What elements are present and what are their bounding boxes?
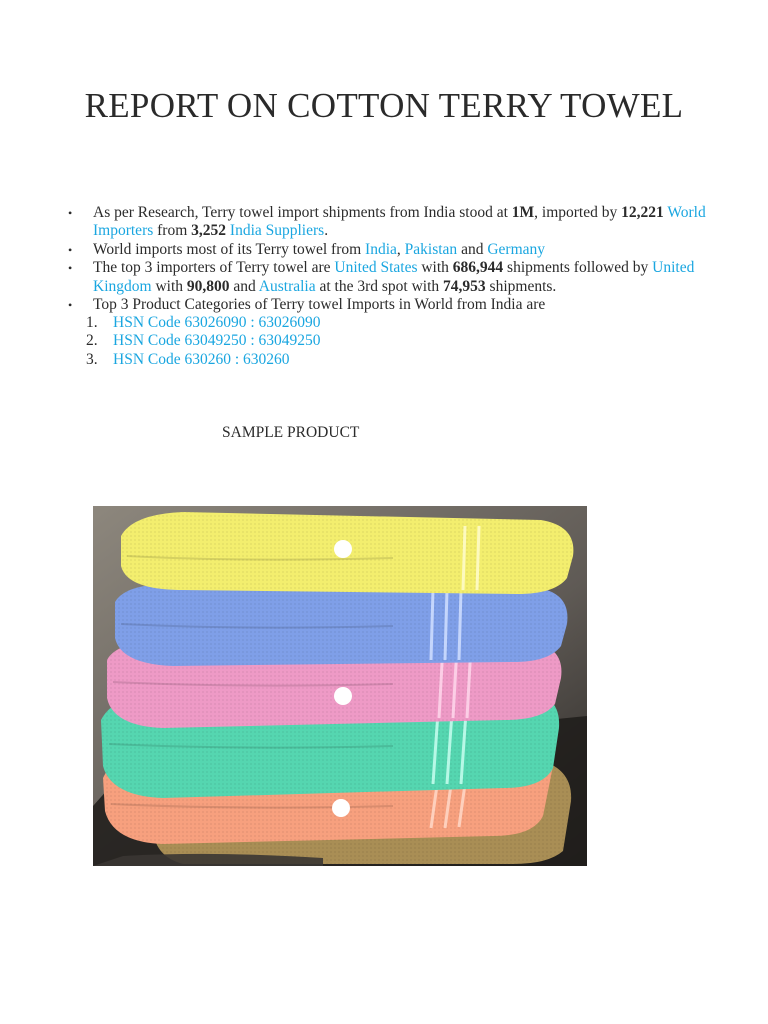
text: from — [153, 222, 192, 240]
text: at the 3rd spot with — [315, 277, 444, 295]
bold-value: 686,944 — [452, 259, 504, 277]
marker-dot — [334, 540, 352, 558]
sample-product-label: SAMPLE PRODUCT — [222, 424, 360, 441]
towel-stack-illustration — [93, 506, 587, 866]
list-number: 3. — [86, 350, 98, 368]
link-pakistan[interactable]: Pakistan — [404, 240, 458, 258]
text: and — [229, 277, 259, 295]
bullet-import-summary — [68, 204, 708, 241]
text: , — [396, 240, 405, 258]
text: As per Research, Terry towel import shipments from India stood at — [93, 204, 512, 221]
bullet-import-sources — [68, 241, 708, 259]
list-number: 1. — [86, 314, 98, 331]
text: Top 3 Product Categories of Terry towel Imports in World from India are — [93, 296, 546, 314]
bold-value: 1M — [511, 204, 535, 221]
towel-stack-photo — [93, 506, 587, 866]
link-united-kingdom[interactable]: United Kingdom — [93, 259, 695, 295]
text: with — [151, 277, 187, 295]
bold-value: 90,800 — [186, 277, 230, 295]
text: with — [417, 259, 453, 277]
text: and — [457, 240, 488, 258]
text: World imports most of its Terry towel from — [93, 240, 366, 258]
bold-value: 3,252 — [191, 222, 227, 240]
bold-value: 12,221 — [621, 204, 664, 221]
text: , imported by — [534, 204, 622, 221]
link-hsn-63026090[interactable]: HSN Code 63026090 : 63026090 — [113, 314, 321, 331]
text: The top 3 importers of Terry towel are — [93, 259, 335, 277]
report-bullet-list — [68, 204, 708, 314]
text: shipments. — [485, 277, 557, 295]
marker-dot — [332, 799, 350, 817]
link-world-importers[interactable]: World Importers — [93, 204, 706, 240]
marker-dot — [334, 687, 352, 705]
hsn-code-list — [86, 314, 321, 369]
link-germany[interactable]: Germany — [487, 240, 545, 258]
link-hsn-63049250[interactable]: HSN Code 63049250 : 63049250 — [113, 332, 321, 350]
link-hsn-630260[interactable]: HSN Code 630260 : 630260 — [113, 350, 290, 368]
text: . — [324, 222, 329, 240]
text: shipments followed by — [503, 259, 653, 277]
hsn-item — [86, 332, 321, 350]
page-title: REPORT ON COTTON TERRY TOWEL — [84, 86, 684, 125]
link-india-suppliers[interactable]: India Suppliers — [229, 222, 325, 240]
list-number: 2. — [86, 332, 98, 350]
link-united-states[interactable]: United States — [334, 259, 418, 277]
bold-value: 74,953 — [443, 277, 486, 295]
link-australia[interactable]: Australia — [258, 277, 316, 295]
link-india[interactable]: India — [365, 240, 397, 258]
bullet-product-categories — [68, 296, 708, 314]
hsn-item — [86, 314, 321, 332]
hsn-item — [86, 351, 321, 369]
bullet-top-importers — [68, 259, 708, 296]
